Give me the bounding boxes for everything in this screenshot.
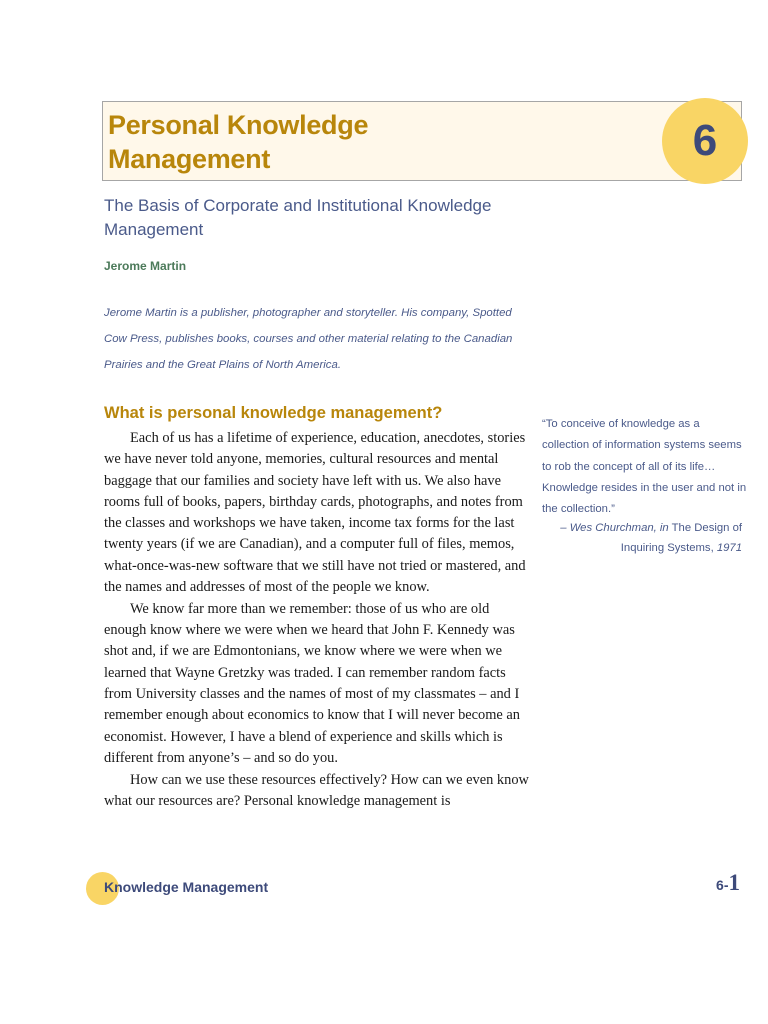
attribution-author: – Wes Churchman, in: [560, 522, 669, 534]
attribution-work: The Design of Inquiring Systems,: [620, 522, 742, 554]
quote-attribution: [520, 518, 742, 558]
page-number-value: 1: [728, 870, 740, 895]
page-number: [690, 870, 740, 896]
author-name: Jerome Martin: [104, 259, 187, 273]
chapter-number-badge: 6: [662, 98, 748, 184]
body-paragraph: We know far more than we remember: those of us who are old enough know where we were when we heard that John F. Kennedy was shot and, if we are Edmontonians, we know where we were when we learned that Wayne Gretzky was traded. I can remember random facts from University classes and the names of most of my classmates – and I remember enough about economics to know that I will never become an economist. However, I have a blend of experience and skills which is different from anyone’s – and so do you.: [104, 600, 520, 766]
footer-label: Knowledge Management: [104, 879, 269, 895]
page-title: Personal Knowledge Management: [108, 110, 369, 174]
page-number-prefix: 6-: [716, 877, 729, 893]
body-text: [104, 428, 529, 813]
chapter-subtitle: The Basis of Corporate and Institutional Knowledge Management: [104, 196, 492, 239]
body-paragraph: Each of us has a lifetime of experience, education, anecdotes, stories we have never told anyone, memories, cultural resources and mental baggage that our families and society have left with us. We also have rooms full of books, papers, birthday cards, photographs, and notes from the classes and workshops we have taken, income tax forms for the last twenty years (if we are Canadian), and a computer full of files, memos, what-once-was-new software that we still have not tried or mastered, and the names and addresses of most of the people we know.: [104, 430, 526, 596]
sidebar-quote: “To conceive of knowledge as a collection of information systems seems to rob the concept of all of its life…Knowledge resides in the user and not in the collection.”: [542, 418, 747, 516]
attribution-year: 1971: [716, 542, 742, 554]
author-bio: Jerome Martin is a publisher, photographer and storyteller. His company, Spotted Cow Press, publishes books, courses and other material relating to the Canadian Prairies and the Great Plains of North America.: [104, 307, 513, 371]
body-paragraph: How can we use these resources effectively? How can we even know what our resources are? Personal knowledge management is: [104, 771, 529, 810]
section-heading: What is personal knowledge management?: [104, 404, 443, 422]
